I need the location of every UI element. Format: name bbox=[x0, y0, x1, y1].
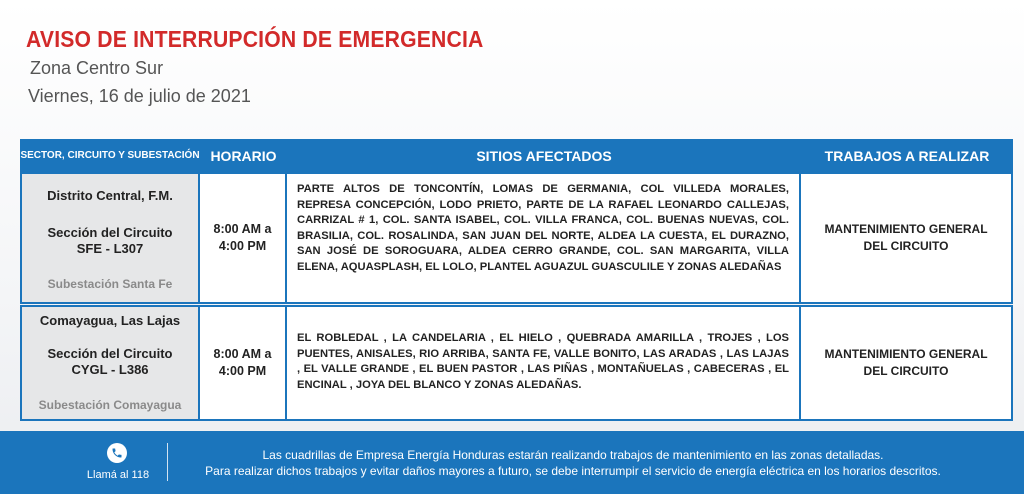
circuit-label: Sección del Circuito bbox=[47, 346, 173, 361]
trabajos-line2: DEL CIRCUITO bbox=[863, 364, 949, 378]
horario-start: 8:00 AM a bbox=[213, 347, 272, 361]
horario-cell bbox=[200, 307, 285, 419]
trabajos-line2: DEL CIRCUITO bbox=[863, 239, 949, 253]
horario-cell bbox=[200, 174, 285, 302]
table-row bbox=[20, 172, 1013, 304]
date-label: Viernes, 16 de julio de 2021 bbox=[28, 86, 251, 106]
horario-start: 8:00 AM a bbox=[213, 222, 272, 236]
trabajos-line1: MANTENIMIENTO GENERAL bbox=[824, 347, 988, 361]
page-title: AVISO DE INTERRUPCIÓN DE EMERGENCIA bbox=[26, 26, 484, 52]
call-label[interactable]: Llamá al 118 bbox=[86, 469, 150, 481]
sitios-cell: PARTE ALTOS DE TONCONTÍN, LOMAS DE GERMANIA, COL VILLEDA MORALES, REPRESA CONCEPCIÓN, LODO PRIETO, PARTE DE LA RAFAEL LEONARDO CALLEJAS, CARRIZAL # 1, COL. SANTA ISABEL, COL. VILLA FRANCA, COL. BUENAS NUEVAS, COL. BRASILIA, COL. ROSALINDA, SAN JUAN DEL NORTE, ALDEA LA CUESTA, EL DURAZNO, SAN JOSÉ DE SOROGUARA, ALDEA CERRO GRANDE, COL. SAN MARGARITA, VILLA ELENA, AQUASPLASH, EL LOLO, PLANTEL AGUAZUL GUASCULILE Y ZONAS ALEDAÑAS bbox=[287, 174, 799, 302]
circuit-code: SFE - L307 bbox=[76, 241, 144, 256]
horario-end: 4:00 PM bbox=[218, 364, 267, 378]
circuit-code: CYGL - L386 bbox=[71, 362, 149, 377]
footer-bar bbox=[0, 431, 1024, 494]
footer-divider bbox=[167, 443, 168, 481]
trabajos-line1: MANTENIMIENTO GENERAL bbox=[824, 222, 988, 236]
sector-cell bbox=[22, 174, 198, 302]
footer-line2: Para realizar dichos trabajos y evitar daños mayores a futuro, se debe interrumpir el servicio de energía eléctrica en los horarios descritos. bbox=[205, 464, 941, 478]
footer-line1: Las cuadrillas de Empresa Energía Honduras estarán realizando trabajos de mantenimiento en las zonas detalladas. bbox=[262, 448, 884, 462]
substation-label: Subestación Santa Fe bbox=[47, 277, 173, 291]
table-header bbox=[20, 139, 1013, 172]
table-row bbox=[20, 305, 1013, 421]
sector-name: Distrito Central, F.M. bbox=[47, 188, 173, 203]
phone-icon[interactable] bbox=[107, 443, 127, 463]
notice-header bbox=[26, 26, 523, 53]
header-horario: HORARIO bbox=[210, 147, 277, 164]
sitios-cell: EL ROBLEDAL , LA CANDELARIA , EL HIELO , QUEBRADA AMARILLA , TROJES , LOS PUENTES, ANISALES, RIO ARRIBA, SANTA FE, VALLE BONITO, LAS ARADAS , LAS LAJAS , EL VALLE GRANDE , EL BUEN PASTOR , LAS PIÑAS , MONTAÑUELAS , CABECERAS , EL ENCINAL , JOYA DEL BLANCO Y ZONAS ALEDAÑAS. bbox=[287, 307, 799, 419]
footer-message bbox=[178, 447, 968, 479]
trabajos-cell bbox=[801, 307, 1011, 419]
substation-label: Subestación Comayagua bbox=[38, 398, 182, 412]
sector-name: Comayagua, Las Lajas bbox=[39, 313, 181, 328]
header-sector: SECTOR, CIRCUITO Y SUBESTACIÓN bbox=[20, 149, 200, 161]
horario-end: 4:00 PM bbox=[218, 239, 267, 253]
trabajos-cell bbox=[801, 174, 1011, 302]
circuit-label: Sección del Circuito bbox=[47, 225, 173, 240]
sector-cell bbox=[22, 307, 198, 419]
header-sitios: SITIOS AFECTADOS bbox=[476, 147, 612, 164]
interruption-table bbox=[20, 139, 1013, 421]
zone-label: Zona Centro Sur bbox=[30, 58, 164, 78]
header-trabajos: TRABAJOS A REALIZAR bbox=[824, 147, 990, 164]
